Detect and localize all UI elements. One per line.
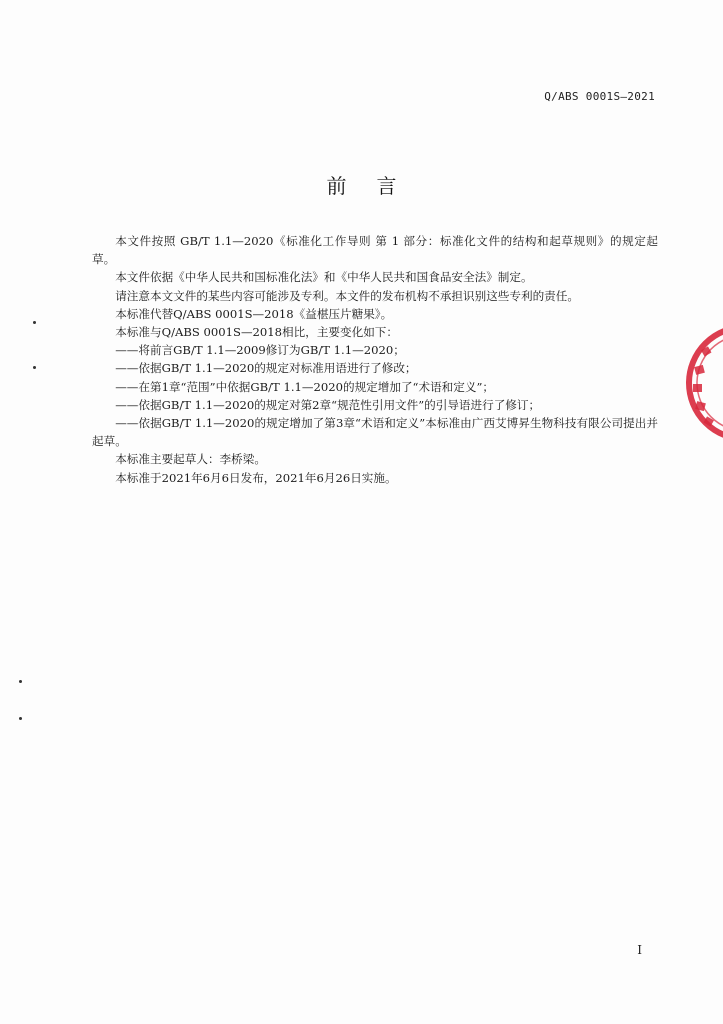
- change-item-3: ——在第1章“范围”中依据GB/T 1.1—2020的规定增加了“术语和定义”；: [115, 379, 494, 394]
- document-code: Q/ABS 0001S—2021: [544, 90, 655, 103]
- change-item-4: ——依据GB/T 1.1—2020的规定对第2章“规范性引用文件”的引导语进行了修订；: [115, 397, 541, 412]
- page-number: I: [637, 943, 642, 957]
- scan-speck: [19, 680, 22, 683]
- change-item-1: ——将前言GB/T 1.1—2009修订为GB/T 1.1—2020；: [115, 343, 405, 358]
- paragraph-drafting-basis: 本文件按照 GB/T 1.1—2020《标准化工作导则 第 1 部分：标准化文件的结构和起草规则》的规定起草。: [92, 234, 658, 267]
- change-item-2: ——依据GB/T 1.1—2020的规定对标准用语进行了修改；: [115, 361, 417, 376]
- paragraph-drafter: 本标准主要起草人：李桥梁。: [115, 452, 266, 467]
- change-item-5: ——依据GB/T 1.1—2020的规定增加了第3章“术语和定义”本标准由广西艾博昇生物科技有限公司提出并起草。: [92, 416, 658, 449]
- paragraph-changes-intro: 本标准与Q/ABS 0001S—2018相比，主要变化如下：: [115, 325, 398, 340]
- scan-speck: [19, 717, 22, 720]
- company-seal-icon: [680, 318, 723, 448]
- paragraph-replaces: 本标准代替Q/ABS 0001S—2018《益椹压片糖果》。: [115, 306, 393, 321]
- scan-speck: [33, 366, 36, 369]
- foreword-body: [92, 232, 658, 487]
- scan-speck: [33, 321, 36, 324]
- paragraph-legal-basis: 本文件依据《中华人民共和国标准化法》和《中华人民共和国食品安全法》制定。: [115, 270, 533, 285]
- paragraph-dates: 本标准于2021年6月6日发布，2021年6月26日实施。: [115, 470, 397, 485]
- paragraph-patent-notice: 请注意本文文件的某些内容可能涉及专利。本文件的发布机构不承担识别这些专利的责任。: [115, 288, 579, 303]
- page-title: 前言: [326, 174, 427, 198]
